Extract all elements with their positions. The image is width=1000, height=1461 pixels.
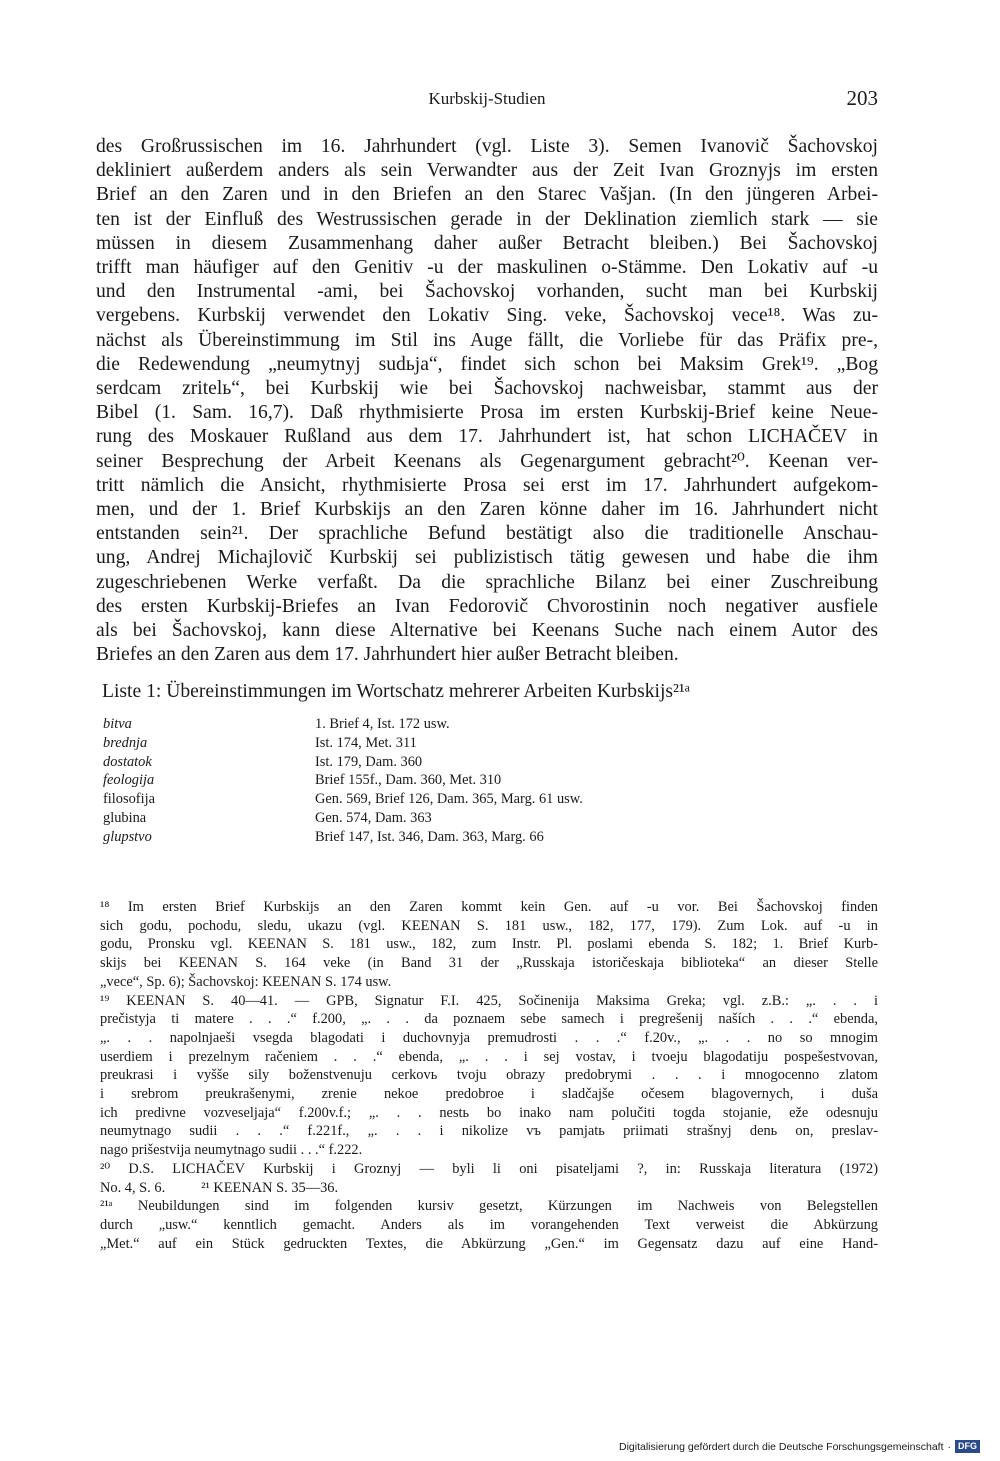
body-line: und den Instrumental -ami, bei Šachovskoj vorhanden, sucht man bei Kurbskij [96,281,878,303]
body-line: Brief an den Zaren und in den Briefen an den Starec Vašjan. (In den jüngeren Arbei- [96,184,878,206]
body-line: des ersten Kurbskij-Briefes an Ivan Fedorovič Chvorostinin noch negativer ausfiele [96,595,878,617]
list-term: filosofija [103,791,155,808]
list-row [103,790,583,809]
running-header [96,86,878,114]
body-line: als bei Šachovskoj, kann diese Alternative bei Keenans Suche nach einem Autor des [96,620,878,642]
list-term: dostatok [103,753,152,770]
footnote-line: nago prišestvija neumytnago sudii . . .“ f.222. [100,1142,363,1159]
footnote-line: No. 4, S. 6. ²¹ KEENAN S. 35—36. [100,1179,339,1196]
list-row [103,715,583,734]
footnote-line: skijs bei KEENAN S. 164 veke (in Band 31 der „Russkaja istoričeskaja biblioteka“ an dieser Stelle [100,955,878,972]
footnote-line: sich godu, pochodu, sledu, ukazu (vgl. KEENAN S. 181 usw., 182, 177, 179). Zum Lok. auf -u in [100,917,878,934]
body-line: zugeschriebenen Werke verfaßt. Da die sprachliche Bilanz bei einer Zuschreibung [96,571,878,593]
body-line: ten ist der Einfluß des Westrussischen gerade in der Deklination ziemlich stark — sie [96,208,878,230]
body-line: die Redewendung „neumytnyj sudьja“, findet sich schon bei Maksim Grek¹⁹. „Bog [96,353,878,375]
list-term: glupstvo [103,828,152,845]
footnote-line: ich predivne vozveseljaja“ f.200v.f.; „. . . nestь bo inako nam polučiti togda stojanie, eže odesnuju [100,1104,878,1121]
footnote-line: „Met.“ auf ein Stück gedruckten Textes, die Abkürzung „Gen.“ im Gegensatz dazu auf eine Hand- [100,1235,878,1252]
vocabulary-list [103,715,583,847]
list-ref: Gen. 574, Dam. 363 [315,809,432,826]
footnote-line: „. . . napolnjaeši vsegda blagodati i duchovnyja premudrosti . . .“ f.20v., „. . . no so mnogim [100,1029,878,1046]
footnote-line: preukrasi i vyšše sily boženstvenuju cerkovь tvoju obrazy predobrymi . . . i mnogocenno zlatom [100,1067,878,1084]
body-line: serdcam zritelь“, bei Kurbskij wie bei Šachovskoj nachweisbar, stammt aus der [96,378,878,400]
list-ref: Ist. 174, Met. 311 [315,734,417,751]
running-title: Kurbskij-Studien [428,89,546,108]
body-line: Bibel (1. Sam. 16,7). Daß rhythmisierte Prosa im ersten Kurbskij-Brief keine Neue- [96,402,878,424]
list-ref: Ist. 179, Dam. 360 [315,753,423,770]
body-line: vergebens. Kurbskij verwendet den Lokativ Sing. veke, Šachovskoj vece¹⁸. Was zu- [96,305,878,327]
dfg-logo: DFG [955,1440,980,1453]
list-row [103,753,583,772]
body-line: ung, Andrej Michajlovič Kurbskij sei publizistisch tätig gewesen und habe die ihm [96,547,878,569]
list-row [103,734,583,753]
list-term: bitva [103,716,132,732]
footnote-line: ²⁰ D.S. LICHAČEV Kurbskij i Groznyj — byli li oni pisateljami ?, in: Russkaja literatura (1972) [100,1160,878,1177]
list-ref: 1. Brief 4, Ist. 172 usw. [315,716,450,732]
footnote-line: ²¹ᵃ Neubildungen sind im folgenden kursiv gesetzt, Kürzungen im Nachweis von Belegstellen [100,1198,878,1215]
body-line: trifft man häufiger auf den Genitiv -u der maskulinen o-Stämme. Den Lokativ auf -u [96,257,878,279]
footnote-line: ¹⁹ KEENAN S. 40—41. — GPB, Signatur F.I. 425, Sočinenija Maksima Greka; vgl. z.B.: „. . . i [100,992,878,1009]
footnote-line: prečistyja ti matere . . .“ f.200, „. . . da poznaem sebe samech i pregrešenij naších . . .“ ebenda, [100,1011,878,1028]
list-ref: Brief 147, Ist. 346, Dam. 363, Marg. 66 [315,828,544,845]
footnote-line: userdiem i prezelnym račeniem . . .“ ebenda, „. . . i sej vostav, i tvoeju blagodatiju pospešestvovan, [100,1048,878,1065]
list-ref: Gen. 569, Brief 126, Dam. 365, Marg. 61 usw. [315,791,583,808]
body-line: dekliniert außerdem anders als sein Verwandter aus der Zeit Ivan Groznyjs im ersten [96,160,878,182]
footnote-line: neumytnago sudii . . .“ f.221f., „. . . i nikolize vъ pamjatь priimati strašnyj denь on, preslav- [100,1123,878,1140]
body-line: nächst als Übereinstimmung im Stil ins Auge fällt, die Vorliebe für das Präfix pre-, [96,329,878,351]
footer-text: Digitalisierung gefördert durch die Deutsche Forschungsgemeinschaft [618,1440,944,1453]
body-line: Briefes an den Zaren aus dem 17. Jahrhundert hier außer Betracht bleiben. [96,644,679,666]
footer-separator: · [947,1440,951,1453]
footnote-line: godu, Pronsku vgl. KEENAN S. 181 usw., 182, zum Instr. Pl. poslami ebenda S. 182; 1. Brief Kurb- [100,936,878,953]
body-line: des Großrussischen im 16. Jahrhundert (vgl. Liste 3). Semen Ivanovič Šachovskoj [96,136,878,157]
body-line: seiner Besprechung der Arbeit Keenans als Gegenargument gebracht²⁰. Keenan ver- [96,450,878,472]
list-title: Liste 1: Übereinstimmungen im Wortschatz mehrerer Arbeiten Kurbskijs²¹ᵃ [102,681,691,702]
body-line: tritt nämlich die Ansicht, rhythmisierte Prosa sei erst im 17. Jahrhundert aufgekom- [96,474,878,496]
list-ref: Brief 155f., Dam. 360, Met. 310 [315,772,502,789]
footnote-line: i srebrom preukrašenymi, zrenie nekoe predobroe i sladčajše očesem blagovernych, i duša [100,1086,878,1103]
list-row [103,828,583,847]
body-text [96,135,878,667]
list-term: feologija [103,772,155,789]
body-line: entstanden sein²¹. Der sprachliche Befund bestätigt also die traditionelle Anschau- [96,523,878,545]
page-number: 203 [846,86,878,110]
list-row [103,771,583,790]
footnote-line: durch „usw.“ kenntlich gemacht. Anders als im vorangehenden Text verweist die Abkürzung [100,1216,878,1233]
footnote-line: „vece“, Sp. 6); Šachovskoj: KEENAN S. 174 usw. [100,973,392,990]
digitization-footer [619,1440,980,1453]
list-term: glubina [103,809,147,826]
body-line: men, und der 1. Brief Kurbskijs an den Zaren könne daher im 16. Jahrhundert nicht [96,499,878,521]
list-row [103,809,583,828]
footnote-line: ¹⁸ Im ersten Brief Kurbskijs an den Zaren kommt kein Gen. auf -u vor. Bei Šachovskoj finden [100,899,878,915]
body-line: müssen in diesem Zusammenhang daher außer Betracht bleiben.) Bei Šachovskoj [96,232,878,254]
footnotes [100,898,878,1253]
list-term: brednja [103,734,148,751]
body-line: rung des Moskauer Rußland aus dem 17. Jahrhundert ist, hat schon LICHAČEV in [96,426,878,448]
